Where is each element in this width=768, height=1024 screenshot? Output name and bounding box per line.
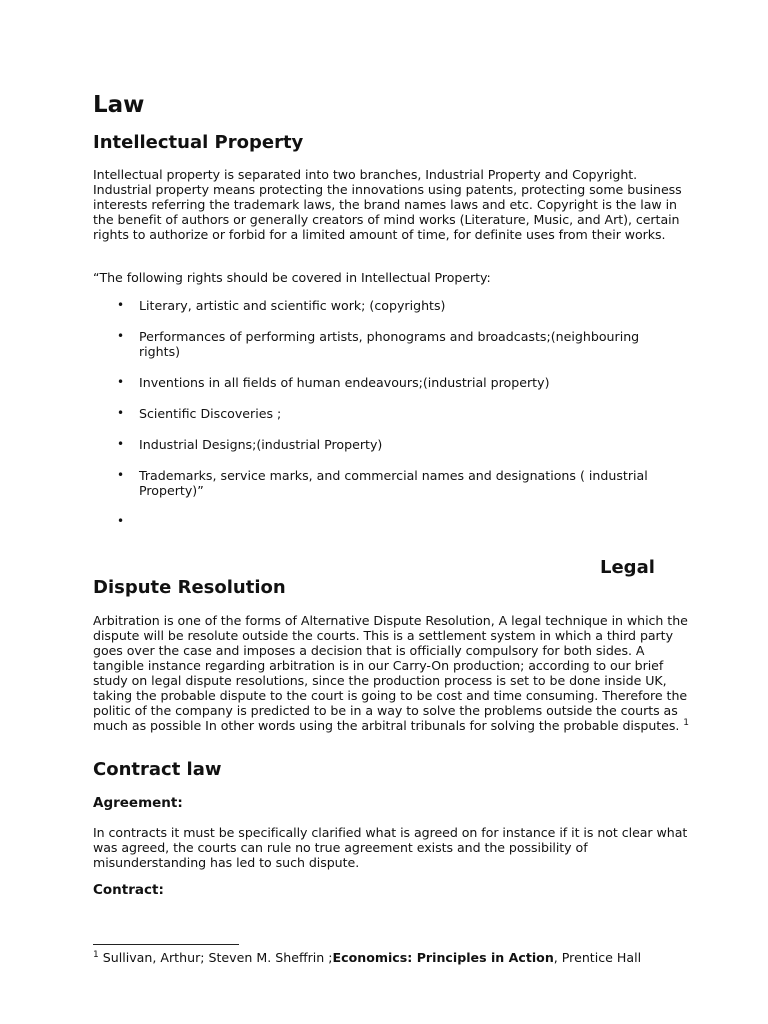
footnote-publisher: , Prentice Hall <box>553 950 642 965</box>
rights-list <box>93 298 683 545</box>
ip-rights-intro: “The following rights should be covered in Intellectual Property: <box>93 270 491 285</box>
list-item-text: Trademarks, service marks, and commercial names and designations ( industrial Property)” <box>139 468 648 498</box>
dispute-paragraph-text: Arbitration is one of the forms of Alternative Dispute Resolution, A legal technique in which the dispute will be resolute outside the courts. This is a settlement system in which a third party goes over the case and imposes a decision that is officially compulsory for both sides. A tangible instance regarding arbitration is in our Carry-On production; according to our brief study on legal dispute resolutions, since the production process is set to be done inside UK, taking the probable dispute to the court is going to be cost and time consuming. Therefore the politic of the company is predicted to be in a way to solve the problems outside the courts as much as possible In other words using the arbitral tribunals for solving the probable disputes. <box>93 613 688 733</box>
section-title-legal: Legal <box>600 557 655 578</box>
bullet-icon: • <box>117 406 125 420</box>
section-title-dispute-resolution: Dispute Resolution <box>93 577 286 598</box>
list-item <box>93 514 683 529</box>
ip-paragraph: Intellectual property is separated into two branches, Industrial Property and Copyright. Industrial property means protecting the innovations using patents, protecting some business interests referring the trademark laws, the brand names laws and etc. Copyright is the law in the benefit of authors or generally creators of mind works (Literature, Music, and Art), certain rights to authorize or forbid for a limited amount of time, for definite uses from their works. <box>93 167 682 242</box>
list-item <box>93 298 683 313</box>
list-item <box>93 375 683 390</box>
bullet-icon: • <box>117 329 125 343</box>
bullet-icon: • <box>117 298 125 312</box>
footnote-reference[interactable]: 1 <box>683 717 689 728</box>
footnote <box>93 950 641 965</box>
dispute-paragraph <box>93 613 693 733</box>
list-item-text: Inventions in all fields of human endeavours;(industrial property) <box>139 375 550 390</box>
list-item <box>93 468 683 498</box>
footnote-authors: Sullivan, Arthur; Steven M. Sheffrin ; <box>98 950 333 965</box>
subsection-title-agreement: Agreement: <box>93 795 183 811</box>
list-item <box>93 406 683 421</box>
section-title-intellectual-property: Intellectual Property <box>93 132 304 153</box>
list-item-text: Literary, artistic and scientific work; (copyrights) <box>139 298 446 313</box>
section-title-contract-law: Contract law <box>93 759 222 780</box>
list-item-text: Industrial Designs;(industrial Property) <box>139 437 383 452</box>
list-item <box>93 329 683 359</box>
bullet-icon: • <box>117 514 125 528</box>
footnote-number: 1 <box>93 949 99 960</box>
bullet-icon: • <box>117 375 125 389</box>
agreement-paragraph: In contracts it must be specifically clarified what is agreed on for instance if it is not clear what was agreed, the courts can rule no true agreement exists and the possibility of misunderstanding has led to such dispute. <box>93 825 688 870</box>
bullet-icon: • <box>117 468 125 482</box>
list-item-text: Performances of performing artists, phonograms and broadcasts;(neighbouring rights) <box>139 329 640 359</box>
list-item-text: Scientific Discoveries ; <box>139 406 282 421</box>
footnote-divider <box>93 944 239 945</box>
bullet-icon: • <box>117 437 125 451</box>
subsection-title-contract: Contract: <box>93 882 164 898</box>
list-item <box>93 437 683 452</box>
footnote-book-title: Economics: Principles in Action <box>332 950 554 965</box>
page-title: Law <box>93 92 145 118</box>
